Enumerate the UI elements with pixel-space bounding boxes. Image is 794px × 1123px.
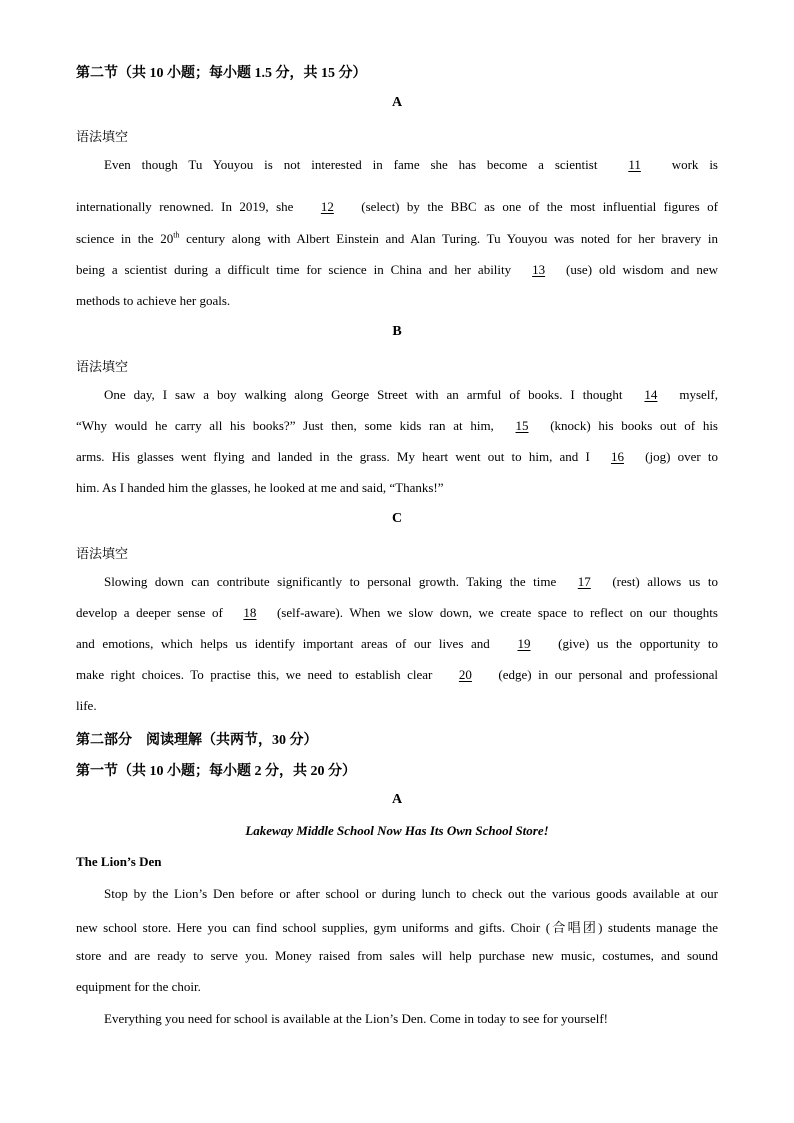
passage-letter-a: A [391, 792, 403, 807]
section-heading: 第二节（共 10 小题；每小题 1.5 分，共 15 分） [76, 66, 367, 81]
passage-type-label: 语法填空 [76, 129, 129, 144]
blank-16[interactable]: 16 [610, 449, 624, 464]
paragraph-line: science in the 20th century along with Albert Einstein and Alan Turing. Tu Youyou was noted for her bravery in [76, 230, 718, 246]
paragraph-line: One day, I saw a boy walking along George Street with an armful of books. I thought 14 myself, [104, 387, 719, 402]
paragraph-line: store and are ready to serve you. Money raised from sales will help purchase new music, costumes, and sound [76, 948, 718, 963]
paragraph-line: internationally renowned. In 2019, she 12 (select) by the BBC as one of the most influential figures of [76, 199, 718, 214]
paragraph-line: and emotions, which helps us identify important areas of our lives and 19 (give) us the opportunity to [76, 636, 718, 651]
paragraph-line: arms. His glasses went flying and landed in the grass. My heart went out to him, and I 16 (jog) over to [76, 449, 718, 464]
blank-19[interactable]: 19 [517, 636, 531, 651]
paragraph-line: equipment for the choir. [76, 979, 201, 994]
part-heading: 第二部分 阅读理解（共两节，30 分） [76, 733, 318, 748]
paragraph-line: Everything you need for school is available at the Lion’s Den. Come in today to see for yourself! [104, 1011, 608, 1026]
blank-14[interactable]: 14 [644, 387, 658, 402]
passage-letter-b: B [392, 324, 402, 339]
paragraph-line: develop a deeper sense of 18 (self-aware). When we slow down, we create space to reflect on our thoughts [76, 605, 718, 620]
article-title: Lakeway Middle School Now Has Its Own School Store! [245, 823, 549, 838]
paragraph-line: him. As I handed him the glasses, he looked at me and said, “Thanks!” [76, 480, 444, 495]
paragraph-line: life. [76, 698, 97, 713]
section-heading: 第一节（共 10 小题；每小题 2 分，共 20 分） [76, 764, 356, 779]
paragraph-line: “Why would he carry all his books?” Just then, some kids ran at him, 15 (knock) his books out of his [76, 418, 718, 433]
paragraph-line: Slowing down can contribute significantly to personal growth. Taking the time 17 (rest) allows us to [104, 574, 718, 589]
passage-letter-a: A [391, 95, 403, 110]
paragraph-line: Stop by the Lion’s Den before or after school or during lunch to check out the various goods available at our [104, 886, 718, 901]
blank-18[interactable]: 18 [243, 605, 257, 620]
paragraph-line: Even though Tu Youyou is not interested in fame she has become a scientist 11 work is [104, 157, 718, 172]
passage-type-label: 语法填空 [76, 546, 129, 561]
article-subtitle: The Lion’s Den [76, 854, 162, 869]
paragraph-line: being a scientist during a difficult time for science in China and her ability 13 (use) old wisdom and new [76, 262, 719, 277]
paragraph-line: methods to achieve her goals. [76, 293, 231, 308]
blank-12[interactable]: 12 [320, 199, 334, 214]
paragraph-line: make right choices. To practise this, we need to establish clear 20 (edge) in our personal and professional [76, 667, 718, 682]
blank-15[interactable]: 15 [515, 418, 529, 433]
paragraph-line: new school store. Here you can find school supplies, gym uniforms and gifts. Choir (合唱团) students manage the [76, 920, 718, 935]
blank-20[interactable]: 20 [458, 667, 472, 682]
blank-13[interactable]: 13 [532, 262, 546, 277]
passage-type-label: 语法填空 [76, 359, 129, 374]
passage-letter-c: C [391, 511, 403, 526]
blank-11[interactable]: 11 [628, 157, 641, 172]
blank-17[interactable]: 17 [577, 574, 591, 589]
